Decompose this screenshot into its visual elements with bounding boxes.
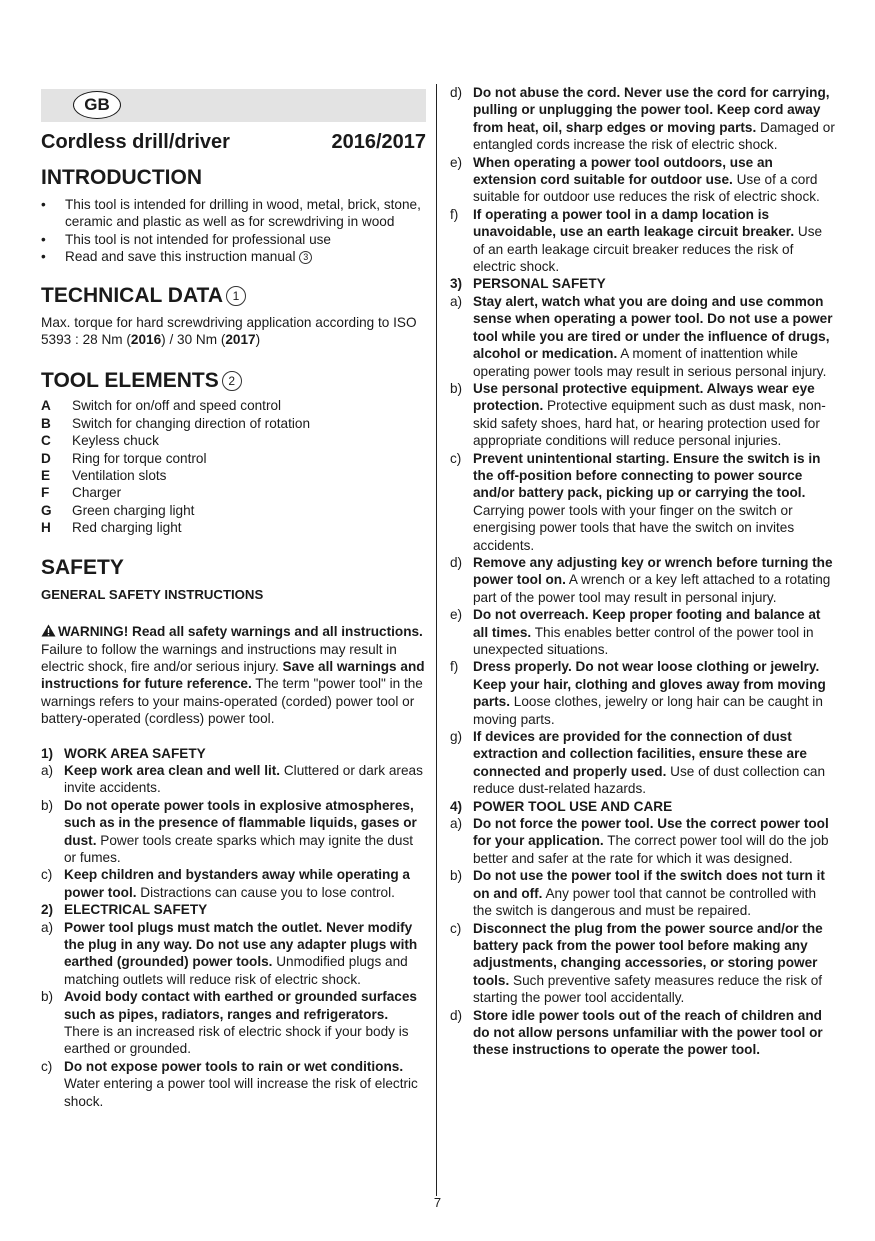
introduction-section bbox=[41, 164, 426, 266]
list-item: b) Use personal protective equipment. Always wear eye protection. Protective equipment such as dust mask, non-skid safety shoes, hard hat, or hearing protection used for appropriate conditions will reduce personal injuries. bbox=[450, 380, 826, 449]
list-item: B Switch for changing direction of rotation bbox=[41, 415, 311, 431]
list-item: d) Remove any adjusting key or wrench before turning the power tool on. A wrench or a key left attached to a rotating part of the power tool may result in personal injury. bbox=[450, 554, 833, 605]
bullet-marker: • bbox=[41, 231, 46, 247]
model-years: 2016/2017 bbox=[331, 131, 426, 153]
list-item: c) Do not expose power tools to rain or wet conditions. Water entering a power tool will increase the risk of electric shock. bbox=[41, 1058, 418, 1109]
list-item: g) If devices are provided for the connection of dust extraction and collection facilities, ensure these are connected and properly used. Use of dust collection can reduce dust-related hazards. bbox=[450, 729, 826, 797]
list-item: d) Do not abuse the cord. Never use the cord for carrying, pulling or unplugging the power tool. Keep cord away from heat, oil, sharp edges or moving parts. Damaged or entangled cords increase the risk of electric shock. bbox=[450, 85, 835, 153]
product-name: Cordless drill/driver bbox=[41, 131, 230, 153]
work-area-safety bbox=[41, 745, 426, 902]
list-item: C Keyless chuck bbox=[41, 433, 159, 449]
right-column bbox=[450, 84, 835, 1059]
tool-elements-list bbox=[41, 397, 426, 536]
list-item: b) Do not operate power tools in explosive atmospheres, such as in the presence of flammable liquids, gases or dust. Power tools create sparks which may ignite the dust or fumes. bbox=[41, 797, 417, 865]
list-item: f) Dress properly. Do not wear loose clothing or jewelry. Keep your hair, clothing and gloves away from moving parts. Loose clothes, jewelry or long hair can be caught in moving parts. bbox=[450, 659, 826, 727]
warning-paragraph: WARNING! Read all safety warnings and all instructions. Failure to follow the warnings and instructions may result in electric shock, fire and/or serious injury. Save all warnings and instructions for future reference. The term "power tool" in the warnings refers to your mains-operated (corded) power tool or battery-operated (cordless) power tool. bbox=[41, 624, 425, 727]
bullet-marker: • bbox=[41, 197, 46, 212]
list-item: F Charger bbox=[41, 485, 122, 501]
tool-elements-heading: TOOL ELEMENTS 2 bbox=[41, 367, 426, 395]
personal-safety bbox=[450, 275, 835, 797]
left-column bbox=[41, 89, 426, 1110]
list-item: a) Power tool plugs must match the outlet. Never modify the plug in any way. Do not use any adapter plugs with earthed (grounded) power tools. Unmodified plugs and matching outlets will reduce risk of electric shock. bbox=[41, 919, 418, 987]
section-heading: 4) POWER TOOL USE AND CARE bbox=[450, 798, 673, 814]
language-bar bbox=[41, 89, 426, 122]
bullet-text: Read and save this instruction manual bbox=[65, 249, 296, 265]
list-item: f) If operating a power tool in a damp location is unavoidable, use an earth leakage circuit breaker. Use of an earth leakage circuit breaker reduces the risk of electric shock. bbox=[450, 206, 823, 275]
general-safety-subheading: GENERAL SAFETY INSTRUCTIONS bbox=[41, 586, 264, 602]
list-item: a) Keep work area clean and well lit. Cluttered or dark areas invite accidents. bbox=[41, 762, 423, 796]
technical-data-text: Max. torque for hard screwdriving application according to ISO 5393 : 28 Nm (2016) / 30 Nm (2017) bbox=[41, 314, 417, 348]
warning-icon bbox=[41, 624, 56, 637]
safety-section bbox=[41, 554, 426, 1110]
list-item: a) Stay alert, watch what you are doing and use common sense when operating a power tool. Do not use a power tool while you are tired or under the influence of drugs, alcohol or medication. A moment of inattention while operating power tools may result in serious personal injury. bbox=[450, 293, 833, 379]
list-item: e) When operating a power tool outdoors, use an extension cord suitable for outdoor use. Use of a cord suitable for outdoor use reduces the risk of electric shock. bbox=[450, 154, 820, 205]
electrical-safety-continued bbox=[450, 84, 835, 275]
list-item: E Ventilation slots bbox=[41, 468, 167, 484]
list-item: c) Keep children and bystanders away while operating a power tool. Distractions can cause you to lose control. bbox=[41, 867, 410, 900]
electrical-safety bbox=[41, 901, 426, 1110]
document-title bbox=[41, 131, 426, 154]
technical-data-heading: TECHNICAL DATA 1 bbox=[41, 282, 426, 310]
list-item: H Red charging light bbox=[41, 520, 182, 536]
list-item: c) Disconnect the plug from the power source and/or the battery pack from the power tool before making any adjustments, changing accessories, or storing power tools. Such preventive safety measures reduce the risk of starting the power tool accidentally. bbox=[450, 920, 823, 1006]
list-item: A Switch for on/off and speed control bbox=[41, 398, 282, 414]
page-number: 7 bbox=[433, 1195, 442, 1210]
list-item: a) Do not force the power tool. Use the correct power tool for your application. The correct power tool will do the job better and safer at the rate for which it was designed. bbox=[450, 816, 829, 866]
list-item: c) Prevent unintentional starting. Ensure the switch is in the off-position before connecting to power source and/or battery pack, picking up or carrying the tool. Carrying power tools with your finger on the switch or energising power tools that have the switch on invites accidents. bbox=[450, 450, 821, 553]
technical-data-section bbox=[41, 282, 426, 349]
list-item: G Green charging light bbox=[41, 502, 195, 518]
section-heading: 1) WORK AREA SAFETY bbox=[41, 745, 206, 761]
list-item bbox=[41, 231, 426, 248]
list-item: b) Avoid body contact with earthed or grounded surfaces such as pipes, radiators, ranges and refrigerators. There is an increased risk of electric shock if your body is earthed or grounded. bbox=[41, 989, 417, 1057]
language-badge: GB bbox=[73, 91, 121, 119]
list-item: d) Store idle power tools out of the reach of children and do not allow persons unfamiliar with the power tool or these instructions to operate the power tool. bbox=[450, 1007, 823, 1058]
figure-ref-3: 3 bbox=[299, 251, 312, 264]
bullet-text: This tool is not intended for professional use bbox=[65, 231, 331, 247]
list-item: b) Do not use the power tool if the switch does not turn it on and off. Any power tool that cannot be controlled with the switch is dangerous and must be repaired. bbox=[450, 868, 825, 919]
section-heading: 2) ELECTRICAL SAFETY bbox=[41, 902, 208, 918]
list-item: e) Do not overreach. Keep proper footing and balance at all times. This enables better control of the power tool in unexpected situations. bbox=[450, 607, 821, 657]
list-item bbox=[41, 196, 426, 231]
list-item: D Ring for torque control bbox=[41, 450, 207, 466]
bullet-marker: • bbox=[41, 249, 46, 265]
column-divider bbox=[436, 84, 437, 1196]
safety-heading: SAFETY bbox=[41, 555, 124, 579]
figure-ref-1: 1 bbox=[226, 286, 246, 306]
introduction-heading: INTRODUCTION bbox=[41, 166, 202, 189]
power-tool-use-and-care bbox=[450, 798, 835, 1059]
tool-elements-section bbox=[41, 367, 426, 536]
figure-ref-2: 2 bbox=[222, 371, 242, 391]
bullet-text: This tool is intended for drilling in wood, metal, brick, stone, ceramic and plastic as well as for screwdriving in wood bbox=[65, 197, 421, 230]
list-item bbox=[41, 248, 426, 265]
section-heading: 3) PERSONAL SAFETY bbox=[450, 276, 606, 292]
